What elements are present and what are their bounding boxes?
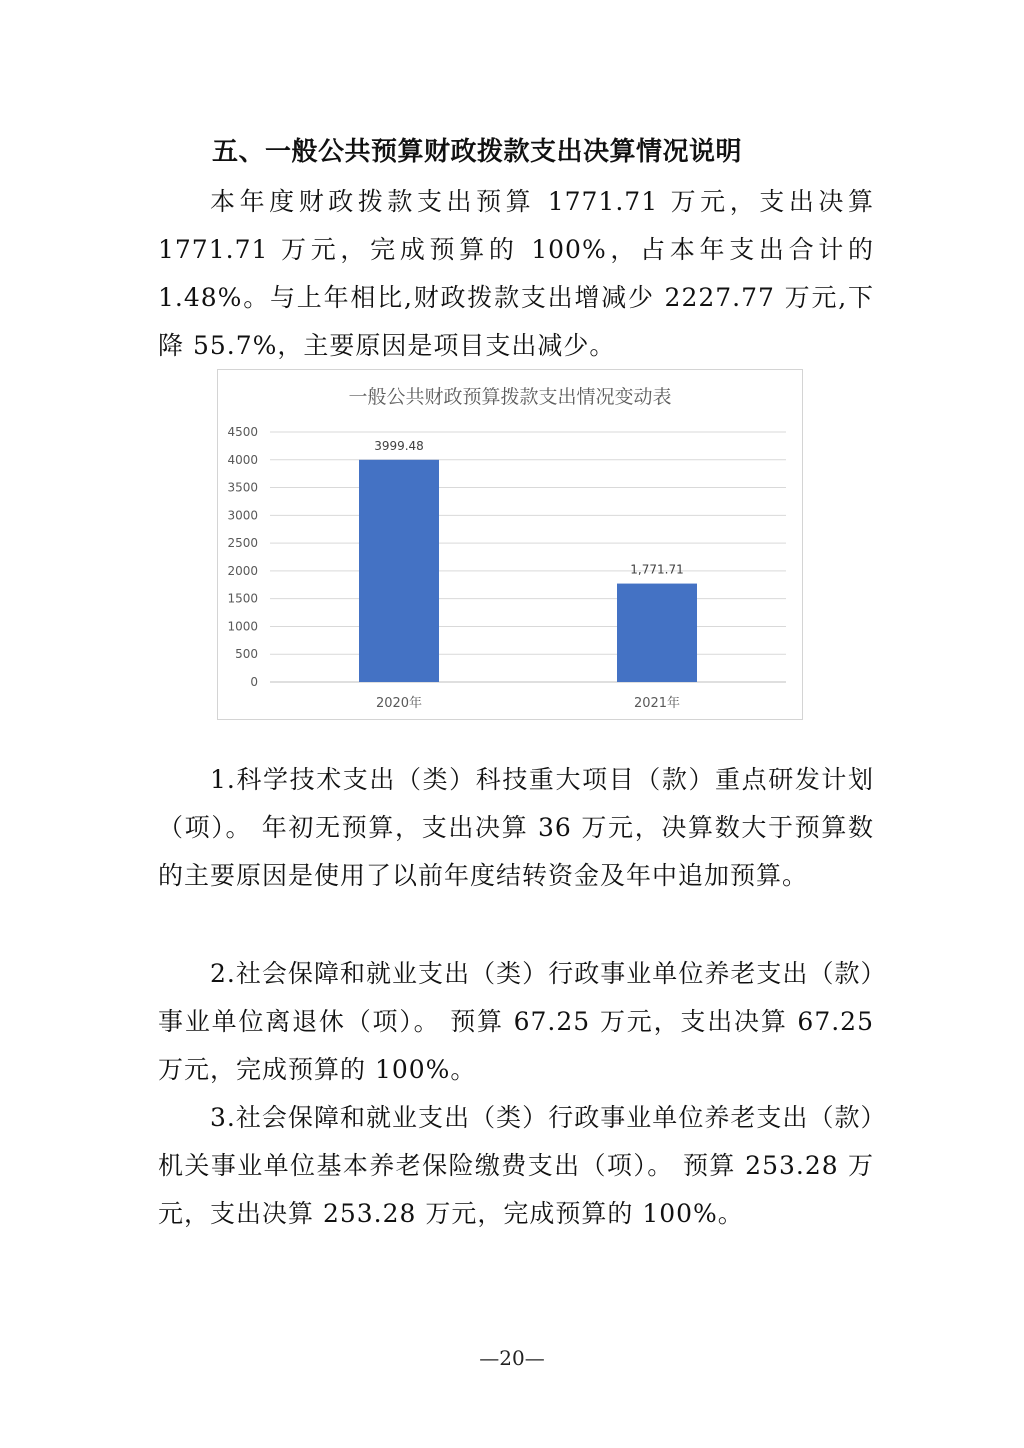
bar: [617, 584, 697, 682]
x-tick-label: 2020年: [375, 696, 423, 711]
chart-title: 一般公共财政预算拨款支出情况变动表: [348, 386, 672, 408]
chart-plot: [218, 370, 802, 719]
y-tick-label: 4500: [227, 425, 258, 439]
item-paragraph-3: 3.社会保障和就业支出（类）行政事业单位养老支出（款）机关事业单位基本养老保险缴费支出（项）。 预算 253.28 万元，支出决算 253.28 万元，完成预算的 100%。: [158, 1103, 874, 1228]
data-label: 1,771.71: [630, 562, 684, 577]
y-tick-label: 2500: [227, 536, 258, 551]
item-paragraph-1: 1.科学技术支出（类）科技重大项目（款）重点研发计划（项）。 年初无预算，支出决算 36 万元，决算数大于预算数的主要原因是使用了以前年度结转资金及年中追加预算。: [158, 765, 874, 890]
data-label: 3999.48: [374, 438, 424, 453]
bar-chart: [217, 369, 803, 720]
y-tick-label: 4000: [227, 452, 258, 467]
page-number: —20—: [479, 1346, 545, 1370]
y-tick-label: 0: [250, 675, 258, 689]
x-tick-label: 2021年: [633, 696, 681, 711]
y-tick-label: 500: [235, 647, 258, 662]
intro-paragraph: 本年度财政拨款支出预算 1771.71 万元，支出决算 1771.71 万元，完成预算的 100%，占本年支出合计的 1.48%。与上年相比,财政拨款支出增减少 2227.77 万元,下降 55.7%，主要原因是项目支出减少。: [158, 187, 874, 360]
y-tick-label: 1500: [227, 591, 258, 606]
section-heading: 五、一般公共预算财政拨款支出决算情况说明: [212, 137, 743, 167]
y-tick-label: 2000: [227, 563, 258, 578]
bar: [359, 460, 439, 682]
y-tick-label: 3000: [227, 508, 258, 523]
item-paragraph-2: 2.社会保障和就业支出（类）行政事业单位养老支出（款）事业单位离退休（项）。 预算 67.25 万元，支出决算 67.25 万元，完成预算的 100%。: [158, 959, 874, 1084]
y-tick-label: 1000: [227, 619, 258, 634]
y-tick-label: 3500: [227, 480, 258, 495]
